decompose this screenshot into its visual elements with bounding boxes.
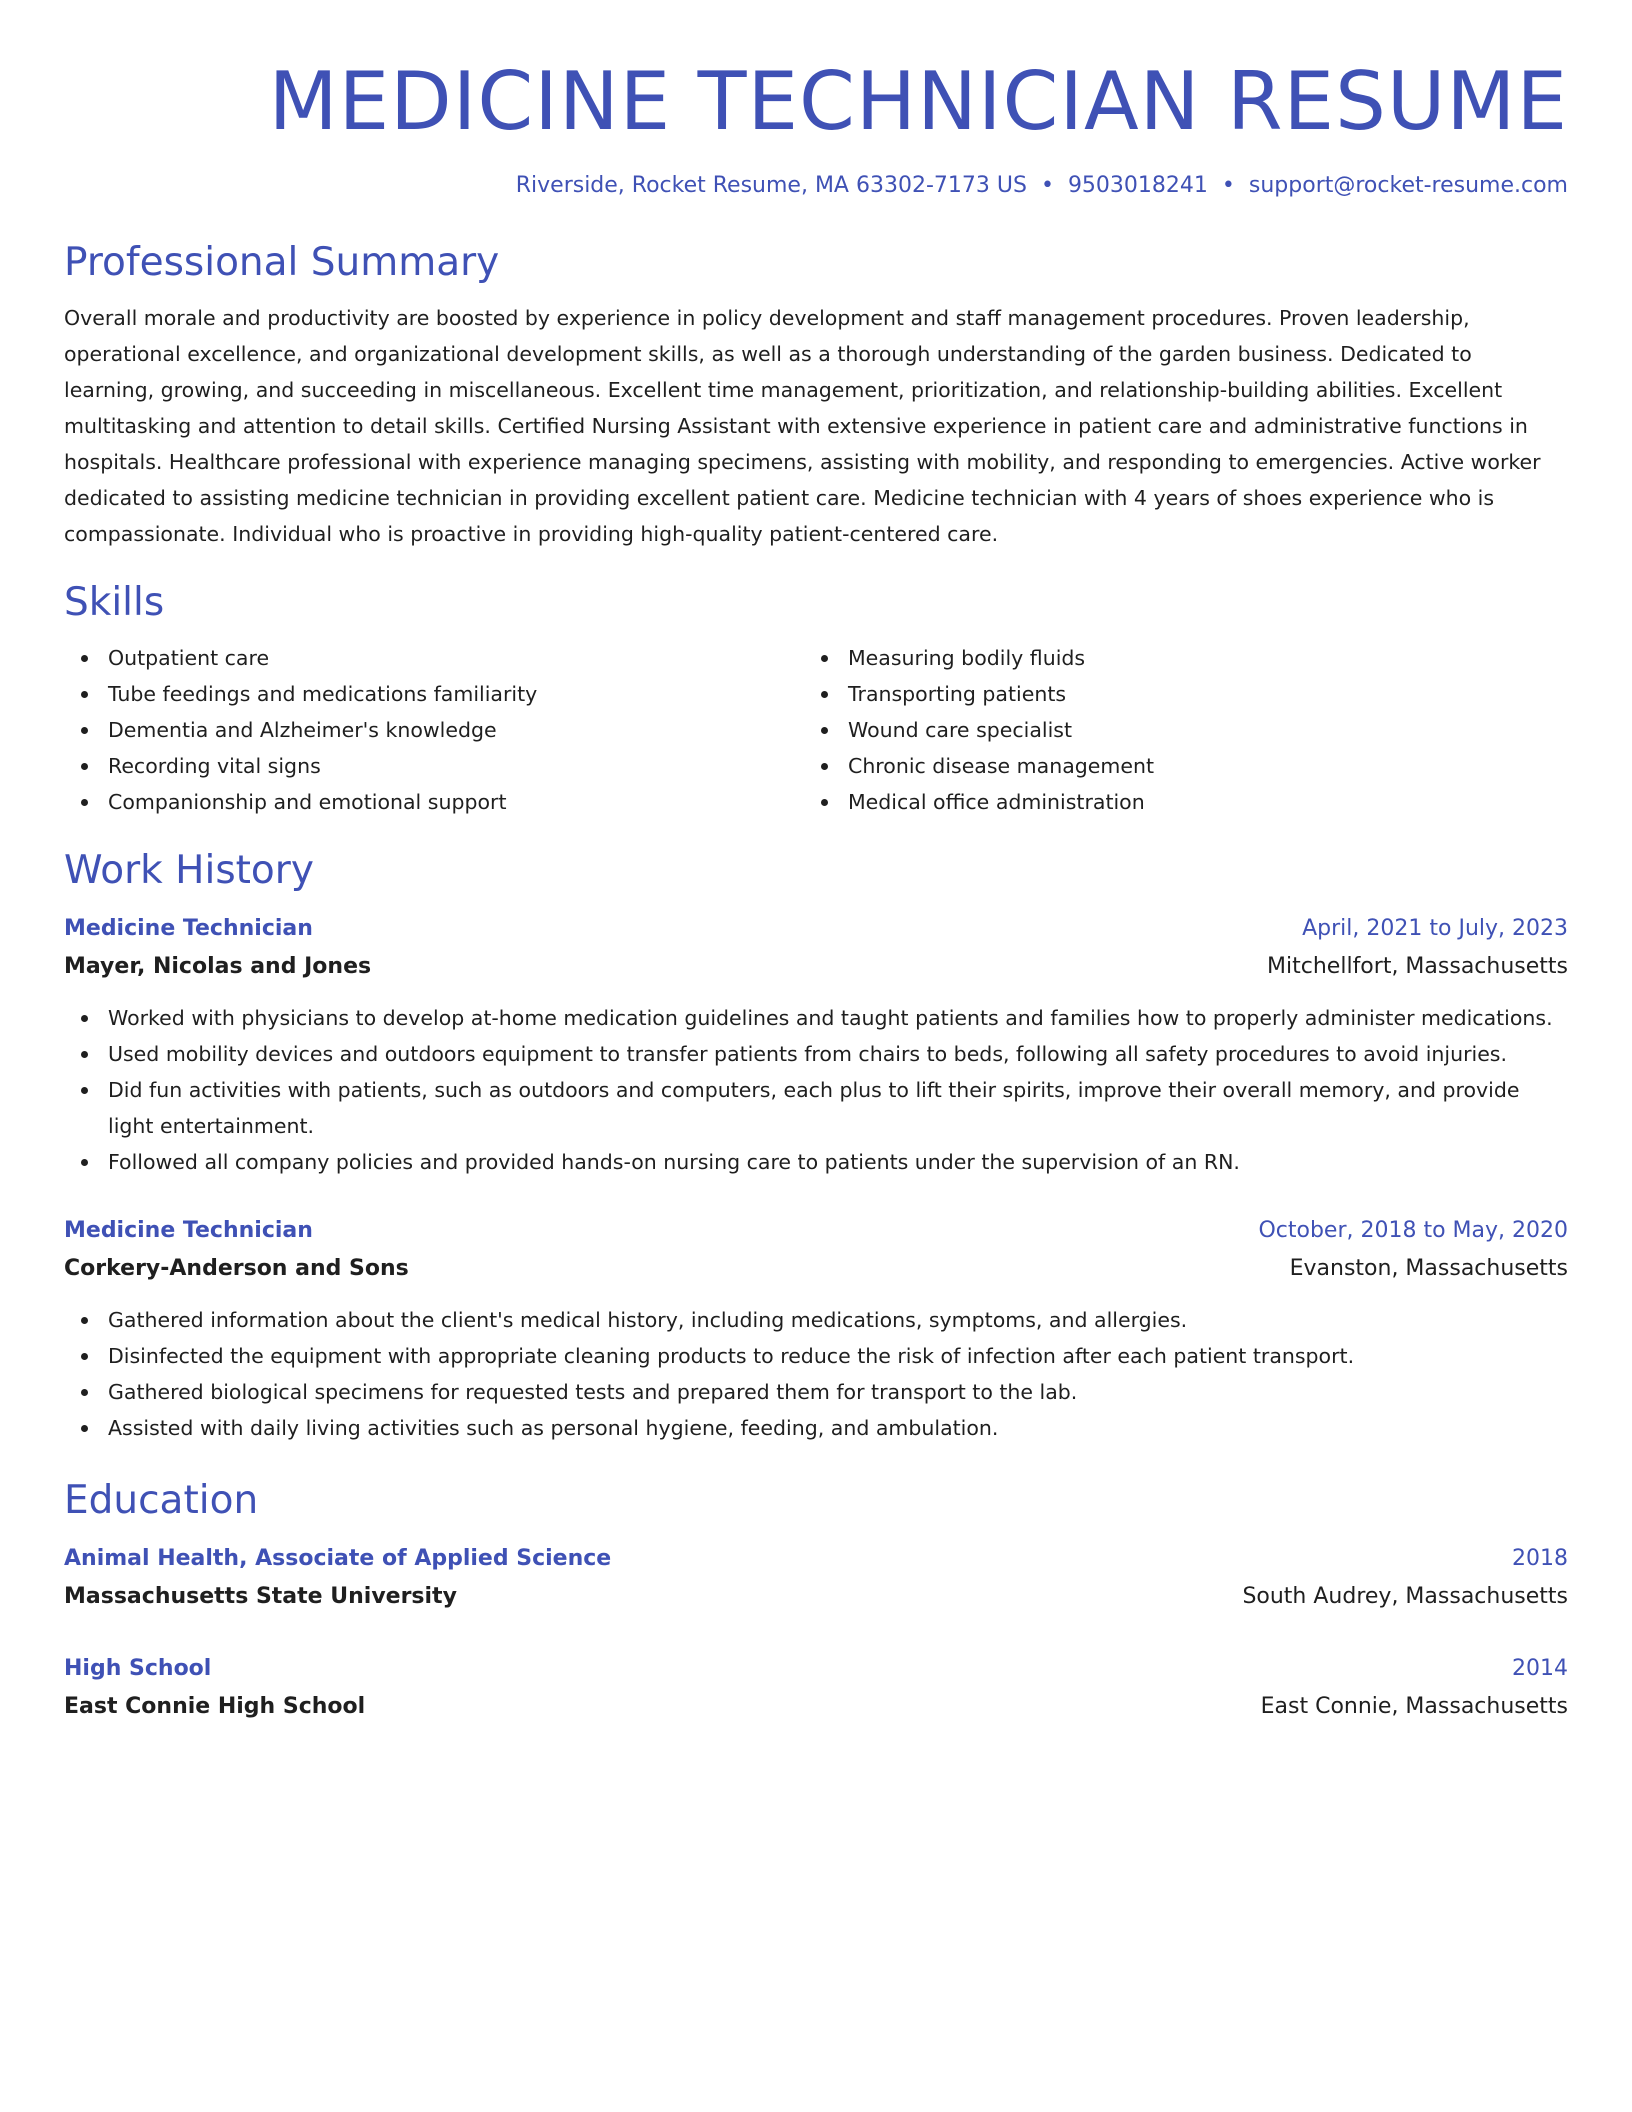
job-bullet: Did fun activities with patients, such as outdoors and computers, each plus to lift their spirits, improve their overall memory, and provide light entertainment. [64, 1072, 1568, 1144]
work-history-heading: Work History [64, 848, 314, 893]
job-bullet: Gathered information about the client's medical history, including medications, symptoms, and allergies. [64, 1302, 1568, 1338]
education-degree: High School [64, 1656, 212, 1681]
skills-column-right [804, 640, 1560, 820]
skill-item: Companionship and emotional support [64, 784, 804, 820]
education-location: South Audrey, Massachusetts [1242, 1584, 1568, 1609]
education-school: Massachusetts State University [64, 1584, 457, 1609]
contact-line [64, 170, 1568, 202]
job-org-row [64, 1250, 1568, 1288]
job-entry [64, 910, 1568, 1180]
skill-item: Outpatient care [64, 640, 804, 676]
job-dates: October, 2018 to May, 2020 [1258, 1218, 1568, 1243]
summary-heading: Professional Summary [64, 240, 500, 285]
skill-item: Chronic disease management [804, 748, 1560, 784]
job-company: Mayer, Nicolas and Jones [64, 954, 372, 979]
job-header-row [64, 1212, 1568, 1250]
job-entry [64, 1212, 1568, 1446]
contact-phone: 9503018241 [1067, 173, 1208, 198]
job-company: Corkery-Anderson and Sons [64, 1256, 409, 1281]
education-heading: Education [64, 1478, 259, 1523]
job-bullet: Followed all company policies and provided hands-on nursing care to patients under the supervision of an RN. [64, 1144, 1568, 1180]
education-school-row [64, 1578, 1568, 1616]
contact-email: support@rocket-resume.com [1248, 173, 1568, 198]
job-location: Evanston, Massachusetts [1289, 1256, 1568, 1281]
contact-address: Riverside, Rocket Resume, MA 63302-7173 US [515, 173, 1027, 198]
job-dates: April, 2021 to July, 2023 [1302, 916, 1568, 941]
resume-header [64, 52, 1568, 202]
education-header-row [64, 1650, 1568, 1688]
skill-item: Measuring bodily fluids [804, 640, 1560, 676]
contact-separator: • [1221, 173, 1235, 198]
job-bullet: Disinfected the equipment with appropriate cleaning products to reduce the risk of infection after each patient transport. [64, 1338, 1568, 1374]
education-school-row [64, 1688, 1568, 1726]
job-bullet: Used mobility devices and outdoors equipment to transfer patients from chairs to beds, following all safety procedures to avoid injuries. [64, 1036, 1568, 1072]
education-header-row [64, 1540, 1568, 1578]
job-bullet: Assisted with daily living activities such as personal hygiene, feeding, and ambulation. [64, 1410, 1568, 1446]
job-bullet: Gathered biological specimens for requested tests and prepared them for transport to the lab. [64, 1374, 1568, 1410]
job-bullets [64, 1302, 1568, 1446]
skills-list [64, 640, 1568, 820]
skill-item: Recording vital signs [64, 748, 804, 784]
education-school: East Connie High School [64, 1694, 366, 1719]
contact-separator: • [1040, 173, 1054, 198]
skills-column-left [64, 640, 804, 820]
summary-text: Overall morale and productivity are boosted by experience in policy development and staff management procedures. Proven leadership, operational excellence, and organizational development skills, as well as a thorough understanding of the garden business. Dedicated to learning, growing, and succeeding in miscellaneous. Excellent time management, prioritization, and relationship-building abilities. Excellent multitasking and attention to detail skills. Certified Nursing Assistant with extensive experience in patient care and administrative functions in hospitals. Healthcare professional with experience managing specimens, assisting with mobility, and responding to emergencies. Active worker dedicated to assisting medicine technician in providing excellent patient care. Medicine technician with 4 years of shoes experience who is compassionate. Individual who is proactive in providing high-quality patient-centered care. [64, 306, 1541, 546]
education-entry [64, 1540, 1568, 1616]
education-year: 2014 [1512, 1656, 1568, 1681]
education-year: 2018 [1512, 1546, 1568, 1571]
job-bullet: Worked with physicians to develop at-home medication guidelines and taught patients and families how to properly administer medications. [64, 1000, 1568, 1036]
education-entry [64, 1650, 1568, 1726]
job-bullets [64, 1000, 1568, 1180]
skill-item: Dementia and Alzheimer's knowledge [64, 712, 804, 748]
job-header-row [64, 910, 1568, 948]
job-title: Medicine Technician [64, 916, 313, 941]
education-location: East Connie, Massachusetts [1260, 1694, 1568, 1719]
resume-title: MEDICINE TECHNICIAN RESUME [268, 55, 1568, 148]
job-location: Mitchellfort, Massachusetts [1267, 954, 1568, 979]
job-title: Medicine Technician [64, 1218, 313, 1243]
skill-item: Medical office administration [804, 784, 1560, 820]
education-degree: Animal Health, Associate of Applied Science [64, 1546, 612, 1571]
skill-item: Wound care specialist [804, 712, 1560, 748]
skills-heading: Skills [64, 580, 165, 625]
skill-item: Transporting patients [804, 676, 1560, 712]
skill-item: Tube feedings and medications familiarity [64, 676, 804, 712]
job-org-row [64, 948, 1568, 986]
